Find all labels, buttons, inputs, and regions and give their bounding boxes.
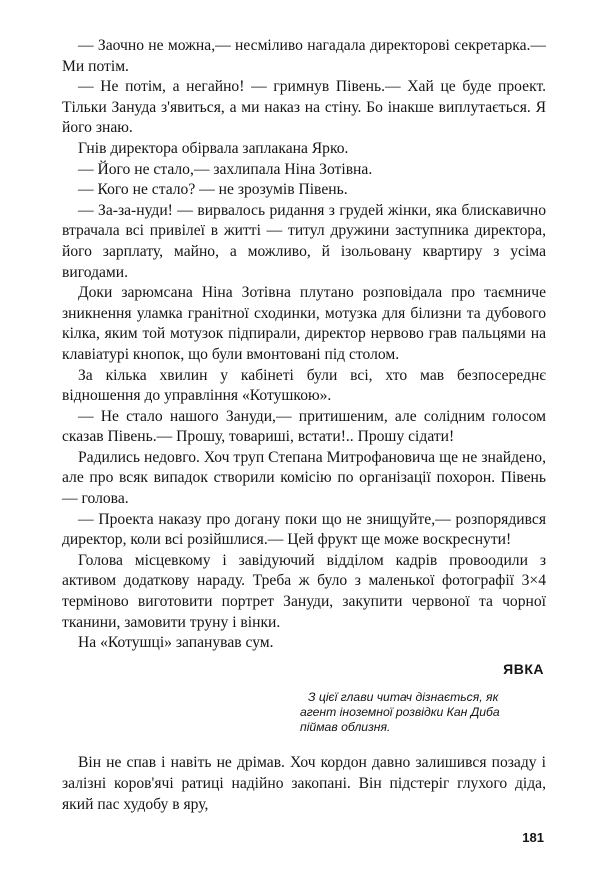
paragraph: Гнів директора обірвала заплакана Ярко. xyxy=(78,139,349,157)
paragraph: — Не потім, а негайно! — гримнув Півень.— Хай це буде проект. Тільки Зануда з'явиться, а ми наказ на стіну. Бо інакше виплутається. Я його знаю. xyxy=(62,78,546,137)
chapter-opening xyxy=(62,752,546,815)
page-number: 181 xyxy=(522,830,544,845)
paragraph: На «Котушці» запанував сум. xyxy=(78,634,274,652)
paragraph: Голова місцевкому і завідуючий відділом кадрів провоодили з активом додаткову нараду. Треба ж було з маленької фотографії 3×4 терміново виготовити портрет Зануди, закупити червоної та чорної тканини, замовити труну і вінки. xyxy=(62,551,546,631)
main-text xyxy=(62,36,546,654)
chapter-title: ЯВКА xyxy=(503,661,544,677)
paragraph: — Його не стало,— захлипала Ніна Зотівна. xyxy=(78,160,373,178)
paragraph: — Заочно не можна,— несміливо нагадала директорові секретарка.— Ми потім. xyxy=(62,37,546,75)
epigraph-line: З цієї глави читач дізнається, як xyxy=(308,690,499,704)
paragraph: — За-за-нуди! — вирвалось ридання з грудей жінки, яка блискавично втрачала всі привілеї в житті — титул дружини заступника директора, його зарплату, майно, а можливо, й ізольовану квартиру з усіма вигодами. xyxy=(62,201,546,281)
paragraph: Доки зарюмсана Ніна Зотівна плутано розповідала про таємниче зникнення уламка гранітної сходинки, мотузка для білизни та дубового кілка, яким той мотузок підпирали, директор нервово грав пальцями на клавіатурі кнопок, що були вмонтовані під столом. xyxy=(62,284,546,363)
paragraph: Він не спав і навіть не дрімав. Хоч кордон давно залишився позаду і залізні коров'ячі ратиці надійно закопані. Він підстеріг глухого діда, який пас худобу в яру, xyxy=(62,754,546,813)
epigraph-line: піймав облизня. xyxy=(300,720,391,735)
paragraph: За кілька хвилин у кабінеті були всі, хто мав безпосереднє відношення до управління «Котушкою». xyxy=(62,366,546,405)
paragraph: Радились недовго. Хоч труп Степана Митрофановича ще не знайдено, але про всяк випадок створили комісію по організації похорон. Півень — голова. xyxy=(62,448,546,508)
chapter-epigraph xyxy=(300,690,550,736)
epigraph-line: агент іноземної розвідки Кан Диба xyxy=(300,705,500,720)
paragraph: — Кого не стало? — не зрозумів Півень. xyxy=(78,181,348,199)
paragraph: — Не стало нашого Зануди,— притишеним, але солідним голосом сказав Півень.— Прошу, товариші, встати!.. Прошу сідати! xyxy=(62,407,546,446)
paragraph: — Проекта наказу про догану поки що не знищуйте,— розпорядився директор, коли всі розійшлися.— Цей фрукт ще може воскреснути! xyxy=(62,510,546,549)
